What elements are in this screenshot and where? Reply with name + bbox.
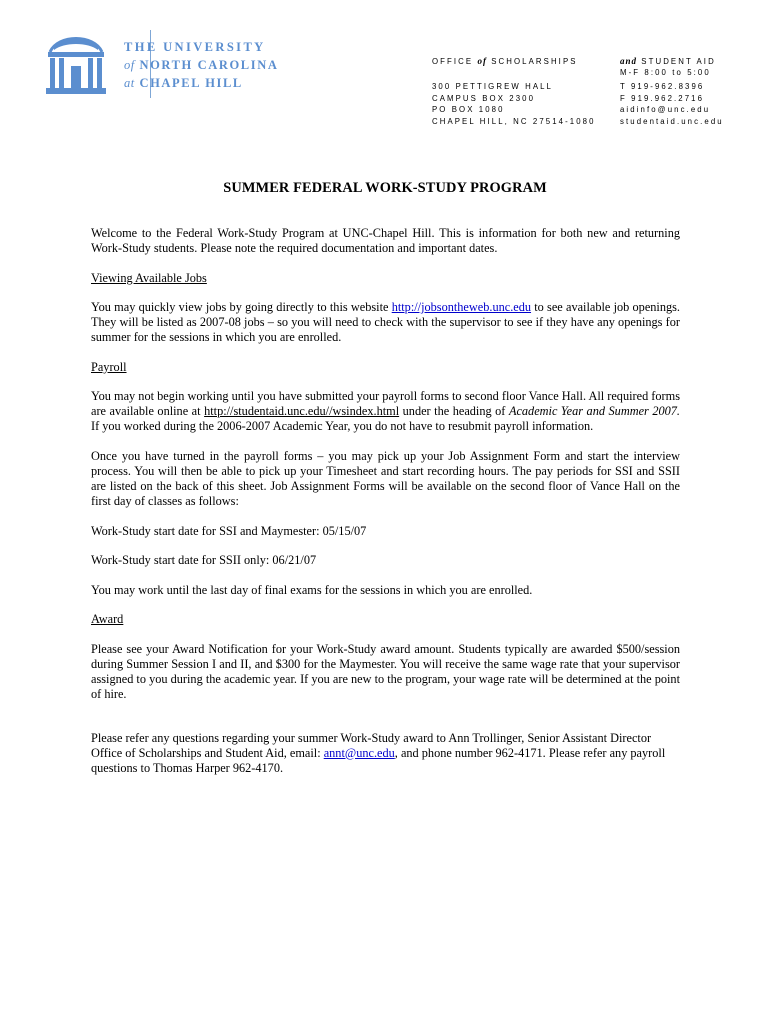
intro-paragraph: Welcome to the Federal Work-Study Program at UNC-Chapel Hill. This is information for both new and returning Work-Study students. Please note the required documentation and important dates. [91,226,680,255]
old-well-icon [44,30,108,100]
university-line-2: of NORTH CAROLINA [124,58,279,72]
section-heading-payroll: Payroll [91,359,127,374]
payroll-process-paragraph: Once you have turned in the payroll forms – you may pick up your Job Assignment Form and start the interview process. You will then be able to pick up your Timesheet and start recording hours. The pay periods for SSI and SSII are listed on the back of this sheet. Job Assignment Forms will be available on the second floor of Vance Hall on the first day of classes as follows: [91,448,680,508]
university-name [124,38,278,92]
payroll-paragraph: You may not begin working until you have submitted your payroll forms to second floor Vance Hall. All required forms are available online at http://studentaid.unc.edu//wsindex.html under the heading of Academic Year and Summer 2007. If you worked during the 2006-2007 Academic Year, you do not have to resubmit payroll information. [91,389,681,434]
jobs-link[interactable]: http://jobsontheweb.unc.edu [391,300,532,315]
section-heading-jobs: Viewing Available Jobs [91,270,207,285]
payroll-forms-link[interactable]: http://studentaid.unc.edu//wsindex.html [204,404,400,419]
work-until-paragraph: You may work until the last day of final exams for the sessions in which you are enrolled. [91,582,533,597]
contact-email-link[interactable]: annt@unc.edu [323,745,395,760]
university-line-3: at CHAPEL HILL [124,76,243,90]
office-address: 300 PETTIGREW HALL CAMPUS BOX 2300 PO BOX 1080 CHAPEL HILL, NC 27514-1080 [432,82,596,126]
start-date-ssi: Work-Study start date for SSI and Maymester: 05/15/07 [91,523,367,538]
document-body [91,226,680,790]
questions-paragraph: Please refer any questions regarding your summer Work-Study award to Ann Trollinger, Senior Assistant Director Office of Scholarships and Student Aid, email: annt@unc.edu, and phone number 962-4171. Please refer any payroll questions to Thomas Harper 962-4170. [91,730,666,775]
office-name-continued: and STUDENT AID [620,56,716,66]
section-heading-award: Award [91,612,124,627]
university-line-1: THE UNIVERSITY [124,40,266,54]
page-title: SUMMER FEDERAL WORK-STUDY PROGRAM [223,180,547,196]
office-name: OFFICE of SCHOLARSHIPS [432,56,578,66]
start-date-ssii: Work-Study start date for SSII only: 06/21/07 [91,553,317,568]
university-logo [44,30,284,100]
office-hours: M-F 8:00 to 5:00 [620,68,711,77]
jobs-paragraph: You may quickly view jobs by going directly to this website http://jobsontheweb.unc.edu to see available job openings. They will be listed as 2007-08 jobs – so you will need to check with the supervisor to see if they have any openings for summer for the sessions in which you are enrolled. [91,300,681,345]
office-contact: T 919-962.8396 F 919.962.2716 aidinfo@unc.edu studentaid.unc.edu [620,82,724,126]
award-paragraph: Please see your Award Notification for your Work-Study award amount. Students typically are awarded $500/session during Summer Session I and II, and $300 for the Maymester. You will receive the same wage rate that your supervisor assigned to you during the academic year. If you are new to the program, your wage rate will be determined at the point of hire. [91,641,680,701]
